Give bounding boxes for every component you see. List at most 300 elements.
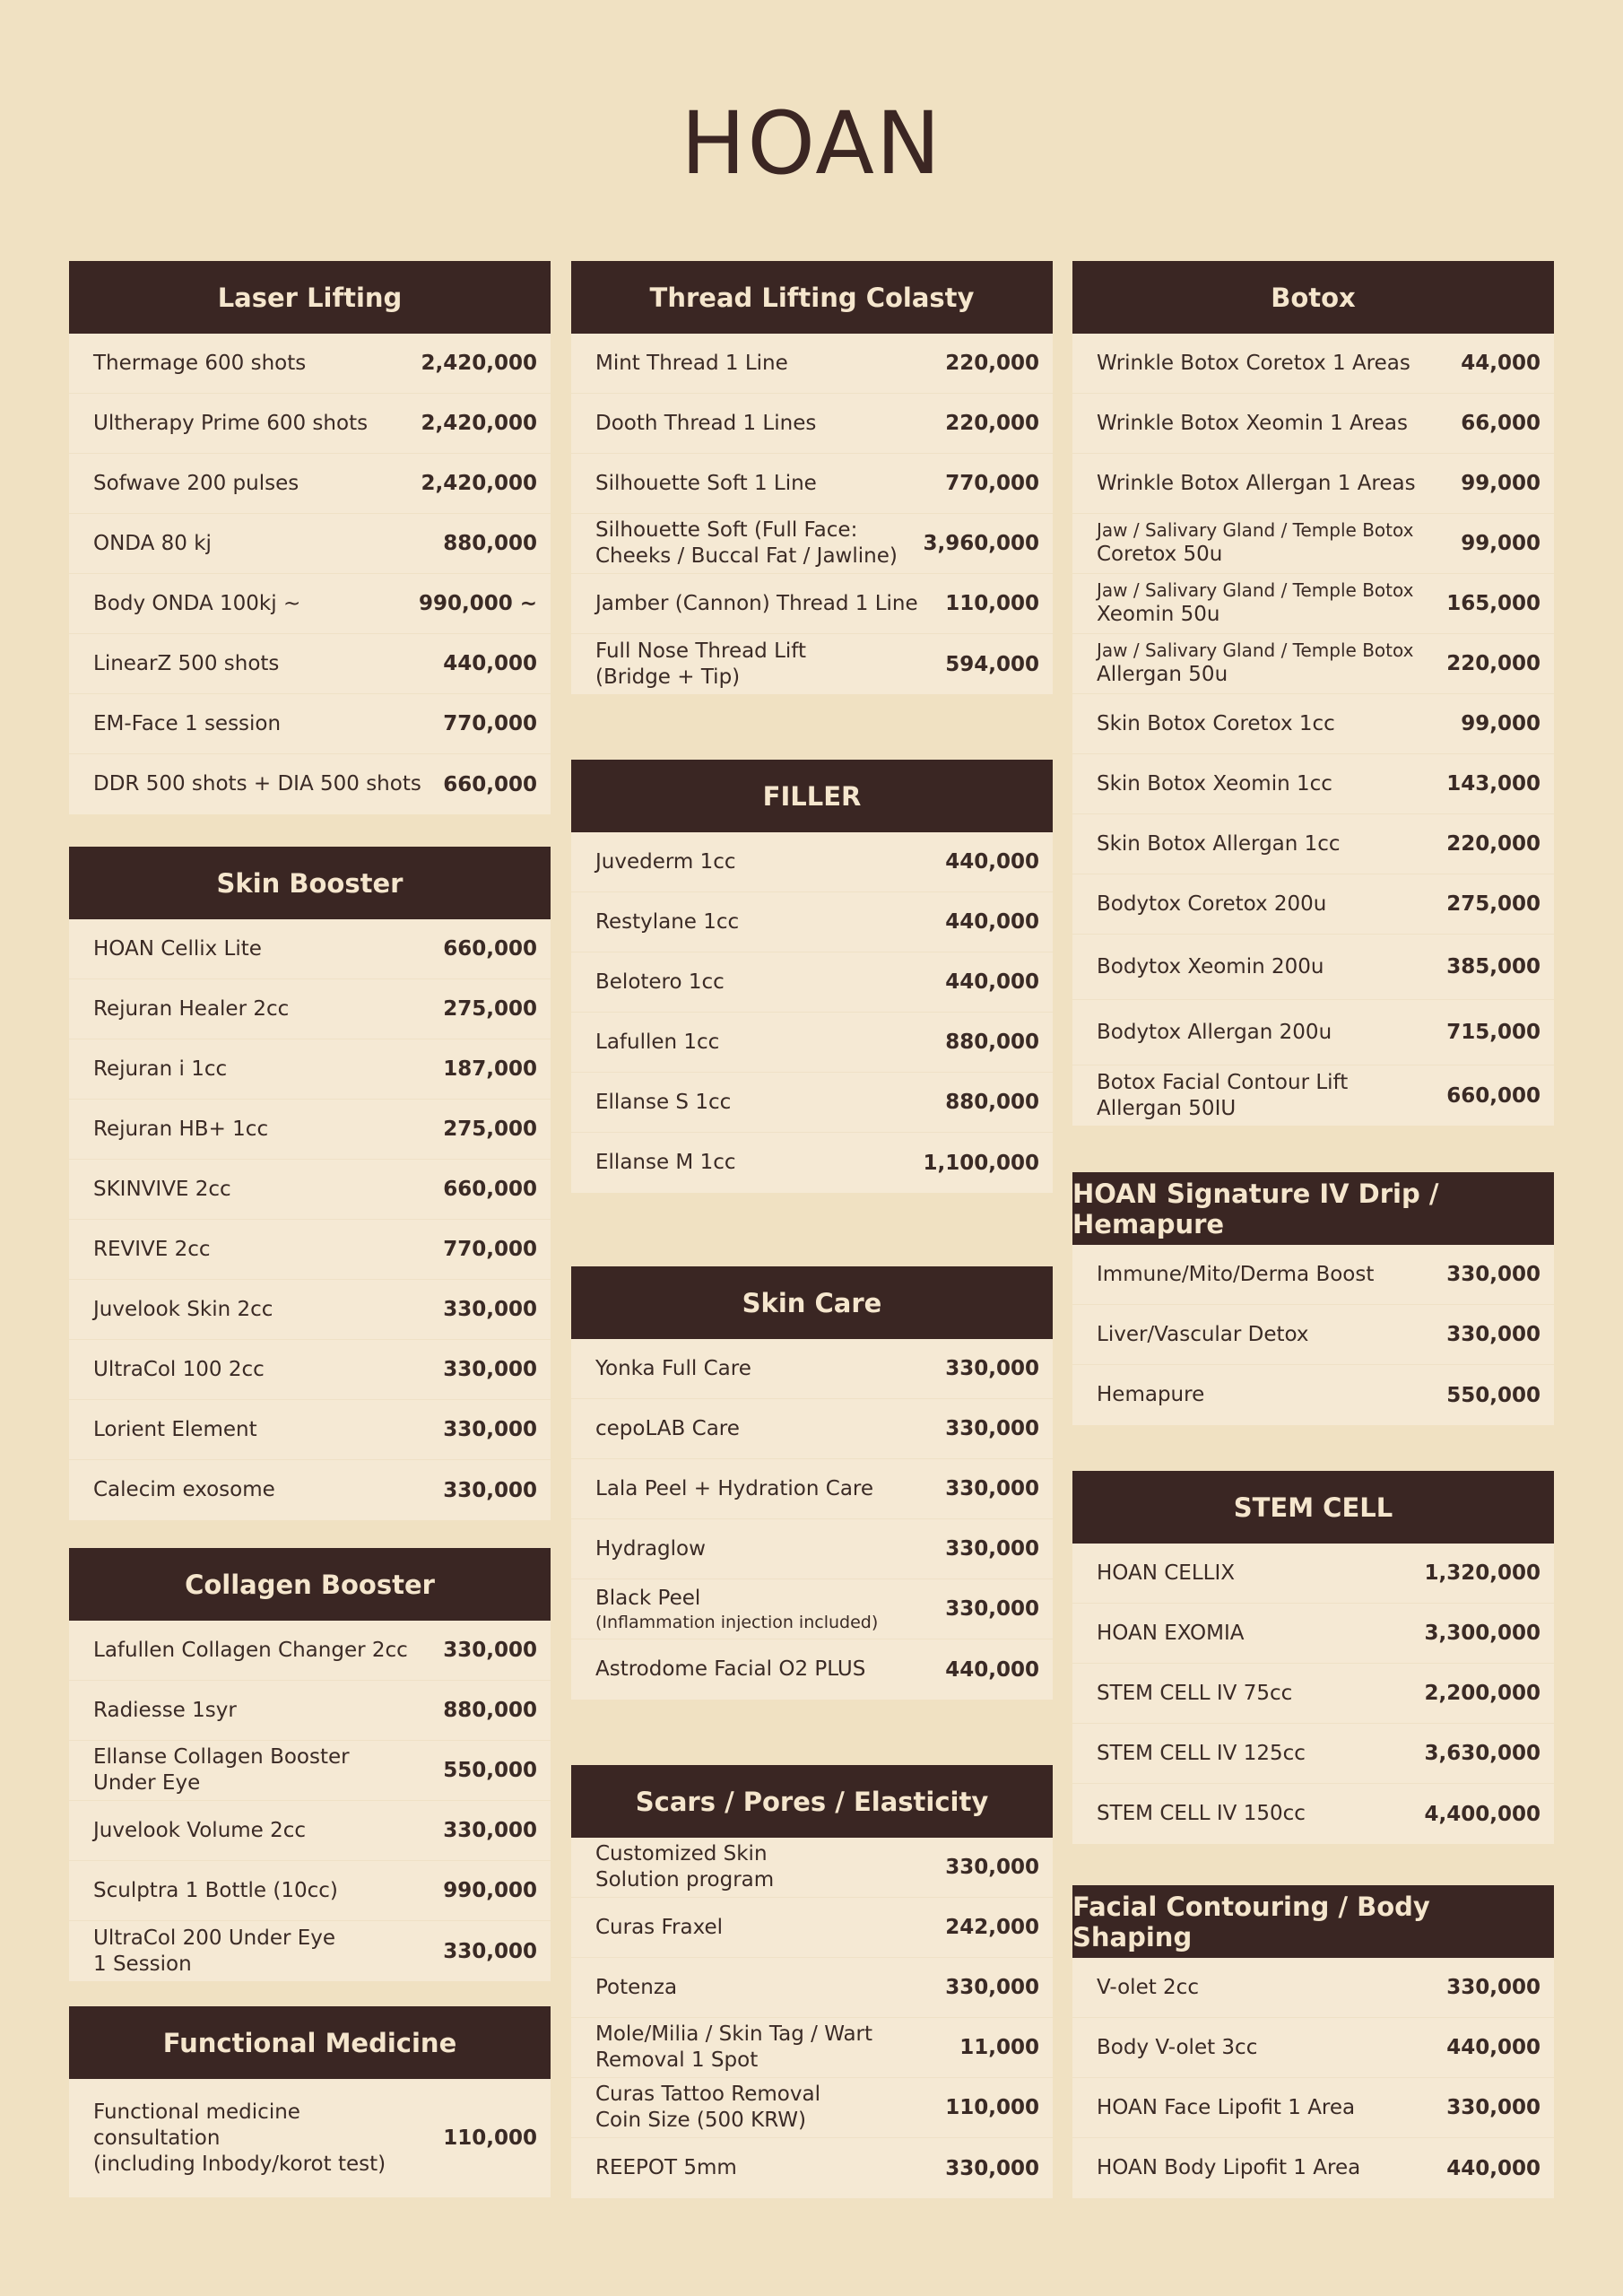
item-name-line: consultation [93,2126,221,2150]
item-name [595,471,817,497]
item-price: 440,000 [1446,2156,1541,2180]
list-item [69,1801,551,1861]
item-name [93,591,300,617]
section-header: Collagen Booster [69,1548,551,1621]
list-item [1072,1664,1554,1724]
item-price: 715,000 [1446,1021,1541,1044]
list-item [1072,754,1554,814]
list-item [571,1639,1053,1700]
item-name [93,1698,237,1724]
item-name-line: EM-Face 1 session [93,711,282,735]
item-price: 220,000 [945,412,1039,435]
item-name-line: Silhouette Soft (Full Face: [595,518,858,542]
item-price: 990,000 [443,1879,537,1902]
item-name-line: Ultherapy Prime 600 shots [93,411,369,435]
item-name-line: Thermage 600 shots [93,351,307,375]
item-price: 220,000 [1446,832,1541,856]
item-price: 165,000 [1446,592,1541,615]
item-name-line: cepoLAB Care [595,1416,740,1440]
item-name-line: Silhouette Soft 1 Line [595,471,817,495]
item-name-line: Ellanse Collagen Booster [93,1745,350,1769]
item-name [595,2022,872,2074]
item-name-line: HOAN EXOMIA [1097,1621,1245,1645]
item-name-line: REVIVE 2cc [93,1237,211,1261]
list-item [571,394,1053,454]
item-name [1097,411,1408,437]
item-name [1097,351,1410,377]
list-item [571,2138,1053,2198]
list-item [1072,1958,1554,2018]
item-name-note: (Inflammation injection included) [595,1612,879,1632]
item-price: 330,000 [1446,2096,1541,2119]
item-name-line: Full Nose Thread Lift [595,639,807,663]
item-name-prefix: Jaw / Salivary Gland / Temple Botox [1097,519,1414,541]
list-item [1072,574,1554,634]
item-price: 3,960,000 [923,532,1039,555]
item-name-line: Functional medicine [93,2100,300,2124]
item-price: 110,000 [945,592,1039,615]
item-price: 330,000 [945,1537,1039,1561]
item-name-line: DDR 500 shots + DIA 500 shots [93,772,421,796]
item-name [595,517,898,570]
item-name-line: HOAN Cellix Lite [93,936,262,961]
list-item [571,1519,1053,1579]
list-item [1072,1544,1554,1604]
item-name [595,1657,865,1683]
list-item [1072,334,1554,394]
item-price: 660,000 [443,937,537,961]
list-item [69,1400,551,1460]
item-name-line: SKINVIVE 2cc [93,1177,231,1201]
item-price: 330,000 [1446,1976,1541,1999]
item-price: 99,000 [1461,532,1541,555]
item-name-line: Body ONDA 100kj ~ [93,591,301,615]
section-header: Skin Care [571,1266,1053,1339]
item-name [93,531,212,557]
item-price: 1,320,000 [1424,1561,1541,1585]
item-name-line: Mole/Milia / Skin Tag / Wart [595,2022,873,2046]
item-name-line: ONDA 80 kj [93,531,212,555]
item-name-line: (including Inbody/korot test) [93,2152,386,2176]
item-price: 143,000 [1446,772,1541,796]
list-item [1072,1604,1554,1664]
list-item [1072,514,1554,574]
section-collagen-booster [69,1548,551,1981]
item-price: 330,000 [1446,1323,1541,1346]
item-name [93,651,279,677]
list-item [571,334,1053,394]
item-name [1097,1621,1245,1647]
item-name-line: Coretox 50u [1097,543,1223,566]
item-name [1097,1322,1309,1348]
item-price: 440,000 [945,970,1039,994]
item-name [1097,1561,1235,1587]
section-botox [1072,261,1554,1126]
item-price: 330,000 [945,2156,1039,2180]
section-header: STEM CELL [1072,1471,1554,1544]
section-header: Laser Lifting [69,261,551,334]
item-name-line: Skin Botox Allergan 1cc [1097,831,1341,856]
item-name [1097,771,1332,797]
item-price: 3,300,000 [1424,1622,1541,1645]
item-price: 880,000 [945,1031,1039,1054]
item-name-line: Sofwave 200 pulses [93,471,299,495]
item-name [93,1878,338,1904]
item-name-line: REEPOT 5mm [595,2156,737,2179]
item-list [571,832,1053,1193]
item-name [93,471,299,497]
section-filler [571,760,1053,1193]
item-name-line: Ellanse S 1cc [595,1090,732,1114]
section-stem-cell [1072,1471,1554,1844]
item-name [1097,1070,1348,1122]
section-header: Facial Contouring / Body Shaping [1072,1885,1554,1958]
list-item [571,514,1053,574]
item-name [93,936,262,962]
item-name [595,1915,723,1941]
list-item [1072,2018,1554,2078]
list-item [1072,634,1554,694]
item-price: 770,000 [443,712,537,735]
list-item [1072,394,1554,454]
item-name-line: Lafullen 1cc [595,1030,720,1054]
item-name-line: Yonka Full Care [595,1356,751,1380]
brand-name: HOAN [681,93,942,194]
item-name [595,1975,677,2001]
item-name [93,1297,273,1323]
item-name [93,1237,211,1263]
item-price: 770,000 [945,472,1039,495]
list-item [69,754,551,814]
item-name [595,1416,740,1442]
item-name [93,771,421,797]
item-name [1097,1020,1332,1046]
list-item [1072,1724,1554,1784]
item-price: 110,000 [443,2126,537,2150]
list-item [571,1013,1053,1073]
item-name-line: Xeomin 50u [1097,603,1220,626]
item-price: 550,000 [1446,1383,1541,1407]
list-item [571,1898,1053,1958]
item-name-line: Wrinkle Botox Allergan 1 Areas [1097,471,1416,495]
item-price: 880,000 [443,1699,537,1722]
item-name-line: UltraCol 200 Under Eye [93,1926,336,1950]
item-name-line: Customized Skin [595,1842,768,1866]
item-name-line: Black Peel [595,1586,701,1610]
item-name-line: Lala Peel + Hydration Care [595,1476,874,1500]
item-name [595,849,736,875]
section-skin-booster [69,847,551,1520]
item-name [1097,1262,1374,1288]
item-name-line: Lorient Element [93,1417,257,1441]
list-item [571,892,1053,952]
item-name [93,2100,386,2178]
item-name [595,1030,719,1056]
list-item [1072,1305,1554,1365]
list-item [69,574,551,634]
item-price: 187,000 [443,1057,537,1081]
item-price: 110,000 [945,2096,1039,2119]
list-item [69,694,551,754]
item-name-line: HOAN Face Lipofit 1 Area [1097,2095,1356,2119]
item-name [93,1818,306,1844]
item-name-line: Skin Botox Xeomin 1cc [1097,771,1332,796]
list-item [571,1339,1053,1399]
item-name [595,1150,736,1176]
item-price: 880,000 [443,532,537,555]
list-item [571,2018,1053,2078]
item-price: 330,000 [945,1417,1039,1440]
item-price: 275,000 [1446,892,1541,916]
item-name-line: Curas Fraxel [595,1915,724,1939]
list-item [571,1399,1053,1459]
item-price: 330,000 [945,1477,1039,1500]
item-name-line: Body V-olet 3cc [1097,2035,1258,2059]
list-item [1072,694,1554,754]
item-list [69,2079,551,2197]
brand-logo [0,90,1623,197]
item-list [1072,1958,1554,2198]
item-list [571,334,1053,694]
list-item [69,1861,551,1921]
item-name-line: Hydraglow [595,1536,706,1561]
item-price: 880,000 [945,1091,1039,1114]
item-price: 99,000 [1461,472,1541,495]
item-name-line: Potenza [595,1975,678,1999]
item-name [1097,2035,1257,2061]
item-price: 440,000 [945,910,1039,934]
item-name-line: STEM CELL IV 75cc [1097,1681,1293,1705]
item-name [1097,1382,1204,1408]
list-item [1072,454,1554,514]
item-name-line: Liver/Vascular Detox [1097,1322,1309,1346]
item-name-line: HOAN CELLIX [1097,1561,1236,1585]
list-item [571,574,1053,634]
list-item [69,394,551,454]
item-name-line: Juvelook Skin 2cc [93,1297,273,1321]
item-name-line: Removal 1 Spot [595,2048,759,2072]
item-name-line: Ellanse M 1cc [595,1151,736,1174]
item-name [1097,639,1413,688]
item-name-line: Coin Size (500 KRW) [595,2109,806,2132]
section-laser-lifting [69,261,551,814]
item-name-line: Jamber (Cannon) Thread 1 Line [595,591,918,615]
item-name-line: HOAN Body Lipofit 1 Area [1097,2156,1361,2179]
item-name [1097,954,1324,980]
section-header: Thread Lifting Colasty [571,261,1053,334]
list-item [1072,1365,1554,1425]
item-name [93,996,289,1022]
item-name [1097,579,1413,628]
item-name-line: Rejuran i 1cc [93,1057,228,1081]
item-list [571,1339,1053,1700]
item-price: 66,000 [1461,412,1541,435]
list-item [69,1160,551,1220]
item-name-line: LinearZ 500 shots [93,651,280,675]
item-name [595,2082,820,2134]
list-item [571,1838,1053,1898]
item-price: 330,000 [1446,1263,1541,1286]
item-name [93,711,281,737]
item-price: 99,000 [1461,712,1541,735]
list-item [69,1340,551,1400]
list-item [571,1073,1053,1133]
item-name-line: Under Eye [93,1771,201,1795]
item-name-line: Solution program [595,1868,775,1892]
item-price: 11,000 [959,2036,1039,2059]
item-price: 4,400,000 [1424,1802,1541,1826]
item-name [1097,1681,1292,1707]
item-price: 660,000 [1446,1083,1541,1108]
item-name [595,970,725,996]
section-header: Botox [1072,261,1554,334]
item-price: 440,000 [945,850,1039,874]
item-price: 330,000 [945,1597,1039,1621]
item-name-line: Calecim exosome [93,1478,275,1501]
item-price: 440,000 [443,652,537,675]
list-item [571,454,1053,514]
list-item [571,1133,1053,1193]
item-price: 2,200,000 [1424,1682,1541,1705]
list-item [571,832,1053,892]
list-item [69,1039,551,1100]
item-name-line: Bodytox Allergan 200u [1097,1020,1332,1044]
item-name-line: Lafullen Collagen Changer 2cc [93,1638,408,1662]
item-price: 1,100,000 [923,1151,1039,1175]
list-item [69,919,551,979]
item-name-line: Rejuran Healer 2cc [93,996,290,1021]
list-item [1072,2078,1554,2138]
item-list [69,919,551,1520]
item-price: 220,000 [1446,652,1541,675]
item-name [595,1536,706,1562]
item-list [69,334,551,814]
item-name [595,909,739,935]
section-functional-medicine [69,2006,551,2197]
item-name-line: Curas Tattoo Removal [595,2083,820,2106]
item-list [1072,1544,1554,1844]
item-name-line: V-olet 2cc [1097,1975,1199,1999]
item-price: 2,420,000 [421,352,537,375]
item-price: 275,000 [443,1118,537,1141]
item-name [595,1090,731,1116]
item-name [595,411,816,437]
item-name [595,639,806,691]
item-name [93,1357,265,1383]
list-item [1072,874,1554,935]
section-header: Functional Medicine [69,2006,551,2079]
item-name [1097,891,1326,918]
section-iv-drip [1072,1172,1554,1425]
list-item [1072,1000,1554,1065]
item-price: 660,000 [443,772,537,796]
item-price: 220,000 [945,352,1039,375]
item-name-line: Dooth Thread 1 Lines [595,411,817,435]
item-name-line: Restylane 1cc [595,909,740,934]
item-name [1097,2095,1355,2121]
item-name [93,1477,275,1503]
item-price: 330,000 [945,1976,1039,1999]
item-name [595,1476,873,1502]
item-name [595,591,918,617]
list-item [571,952,1053,1013]
item-name [595,1841,774,1893]
item-name-line: Botox Facial Contour Lift [1097,1070,1349,1094]
item-price: 385,000 [1446,955,1541,978]
item-price: 440,000 [1446,2036,1541,2059]
item-name [93,1638,408,1664]
item-price: 330,000 [945,1357,1039,1380]
list-item [1072,935,1554,1000]
item-price: 3,630,000 [1424,1742,1541,1765]
item-price: 770,000 [443,1238,537,1261]
item-name [1097,1975,1199,2001]
item-name [1097,831,1341,857]
item-price: 44,000 [1461,352,1541,375]
item-name-line: Belotero 1cc [595,970,725,994]
item-price: 594,000 [945,652,1039,676]
list-item [69,2079,551,2197]
item-name-line: STEM CELL IV 125cc [1097,1741,1306,1765]
item-name-line: Skin Botox Coretox 1cc [1097,711,1335,735]
item-name [93,1177,231,1203]
item-list [571,1838,1053,2198]
item-price: 330,000 [443,1298,537,1321]
section-contouring [1072,1885,1554,2198]
item-price: 660,000 [443,1178,537,1201]
item-name [1097,2155,1360,2181]
item-name [1097,1741,1306,1767]
item-name [595,1586,878,1633]
item-name-line: Allergan 50u [1097,663,1228,686]
item-name [93,1417,257,1443]
item-list [69,1621,551,1981]
list-item [1072,1245,1554,1305]
item-name-line: Mint Thread 1 Line [595,351,788,375]
item-name [1097,471,1416,497]
item-name-line: Immune/Mito/Derma Boost [1097,1262,1375,1286]
list-item [1072,1784,1554,1844]
item-name-line: Cheeks / Buccal Fat / Jawline) [595,544,898,568]
item-name [93,1117,268,1143]
list-item [69,334,551,394]
section-header: HOAN Signature IV Drip / Hemapure [1072,1172,1554,1245]
item-price: 330,000 [443,1358,537,1381]
item-name-line: Astrodome Facial O2 PLUS [595,1657,866,1681]
item-name-line: Allergan 50IU [1097,1096,1237,1120]
section-header: Scars / Pores / Elasticity [571,1765,1053,1838]
item-price: 330,000 [945,1856,1039,1879]
item-name-line: Sculptra 1 Bottle (10cc) [93,1878,338,1902]
list-item [571,634,1053,694]
item-name [595,2155,737,2181]
item-name-line: Wrinkle Botox Xeomin 1 Areas [1097,411,1408,435]
item-list [1072,1245,1554,1425]
item-name-line: Bodytox Coretox 200u [1097,891,1327,916]
item-name-line: Bodytox Xeomin 200u [1097,954,1324,978]
item-name [595,1356,751,1382]
item-name-line: Hemapure [1097,1383,1205,1406]
section-header: Skin Booster [69,847,551,919]
list-item [571,1459,1053,1519]
item-name-line: Wrinkle Botox Coretox 1 Areas [1097,351,1410,375]
item-price: 2,420,000 [421,472,537,495]
list-item [69,634,551,694]
list-item [69,979,551,1039]
list-item [69,1460,551,1520]
list-item [1072,814,1554,874]
item-name-line: Radiesse 1syr [93,1698,237,1722]
